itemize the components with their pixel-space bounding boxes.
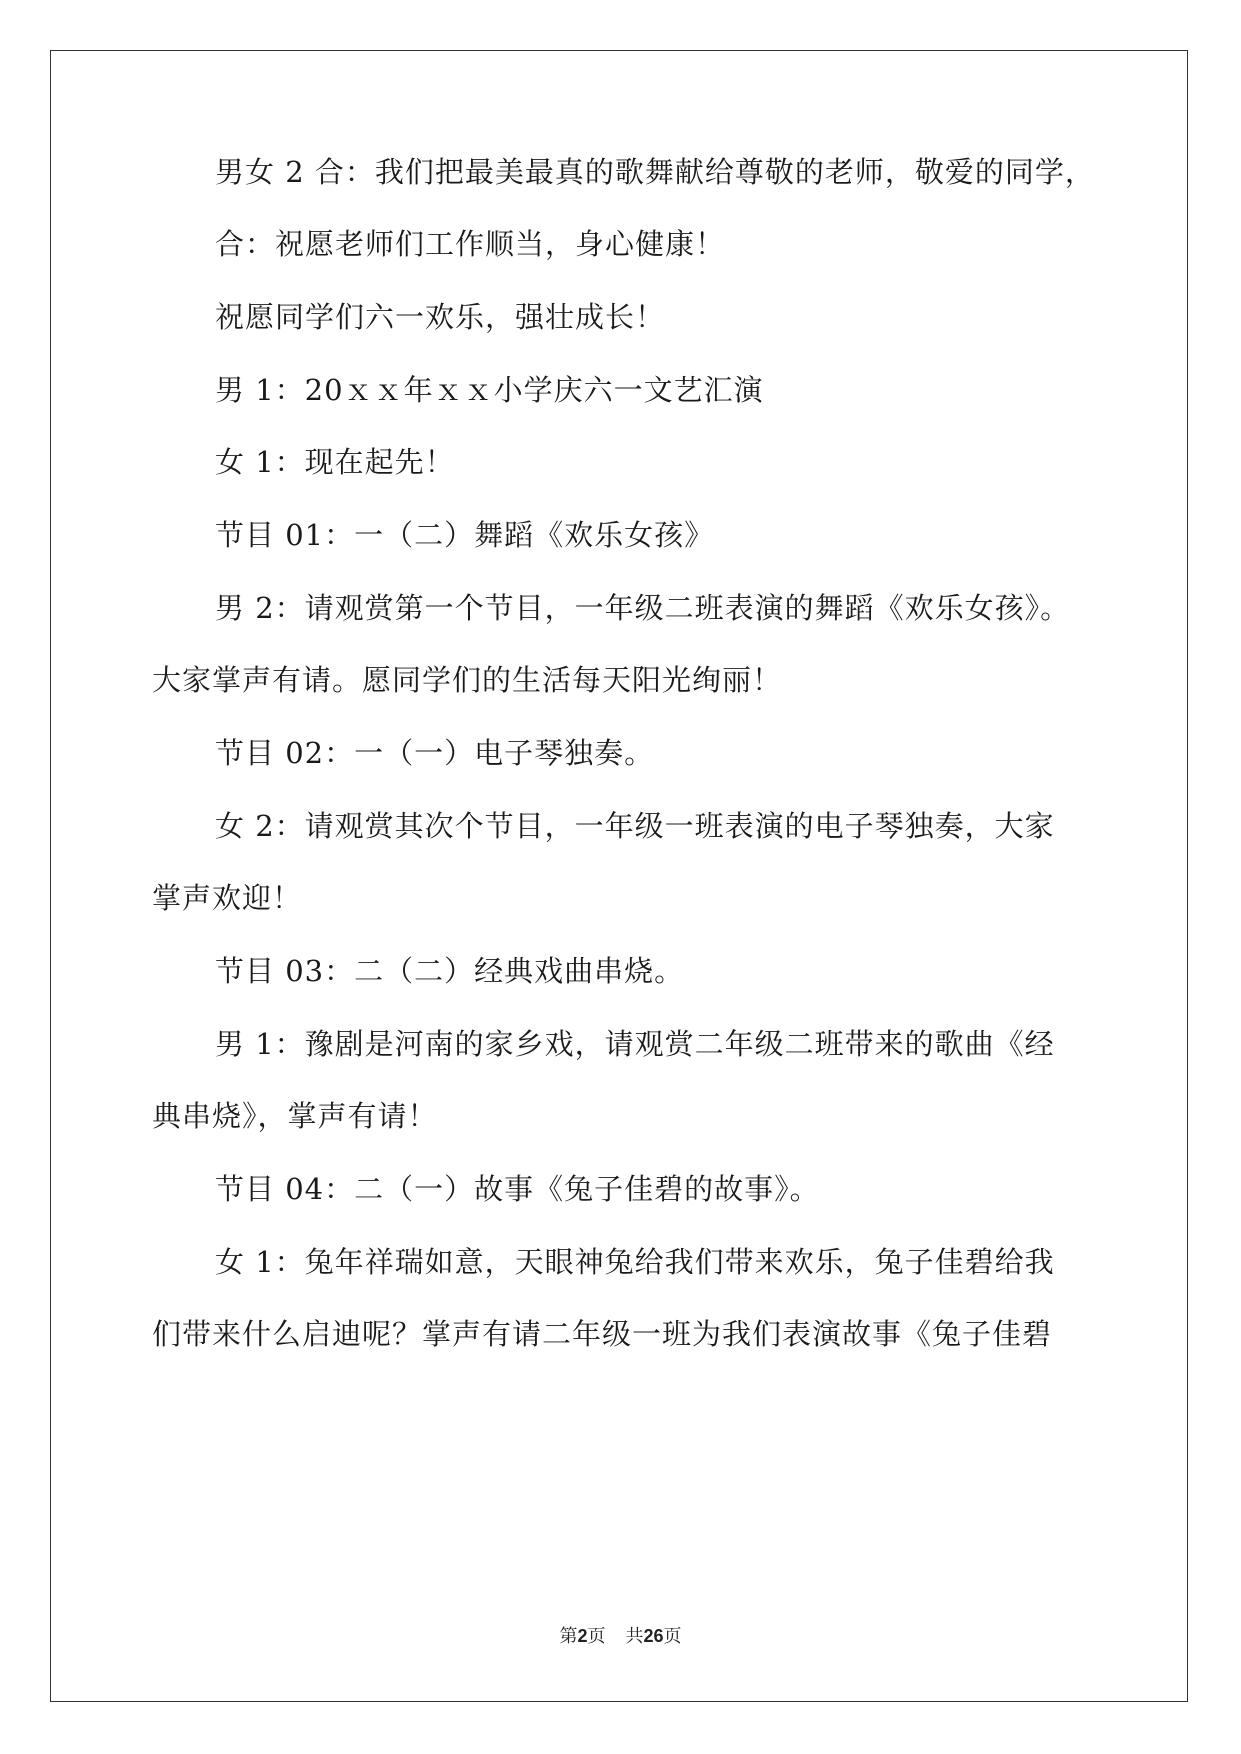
text-line: 节目 03：二（二）经典戏曲串烧。: [215, 954, 685, 988]
text-line: 男女 2 合：我们把最美最真的歌舞献给尊敬的老师，敬爱的同学，: [215, 155, 1095, 189]
text-line: 典串烧》，掌声有请！: [152, 1099, 438, 1133]
text-line: 女 1：兔年祥瑞如意，天眼神兔给我们带来欢乐，兔子佳碧给我: [215, 1245, 1055, 1279]
page-suffix: 页: [587, 1626, 606, 1647]
text-line: 掌声欢迎！: [152, 881, 303, 915]
text-line: 合：祝愿老师们工作顺当，身心健康！: [215, 227, 726, 261]
text-line: 祝愿同学们六一欢乐，强壮成长！: [215, 300, 666, 334]
text-line: 女 2：请观赏其次个节目，一年级一班表演的电子琴独奏，大家: [215, 809, 1055, 843]
total-prefix: 共: [625, 1626, 644, 1647]
text-line: 女 1：现在起先！: [215, 445, 455, 479]
total-suffix: 页: [663, 1626, 682, 1647]
text-line: 节目 02：一（一）电子琴独奏。: [215, 736, 655, 770]
page-border: [50, 50, 1188, 1702]
page-prefix: 第: [559, 1626, 578, 1647]
text-line: 男 1：20ｘｘ年ｘｘ小学庆六一文艺汇演: [215, 373, 764, 407]
page-footer: [0, 1622, 1241, 1648]
total-page-number: 26: [643, 1626, 664, 1646]
text-line: 大家掌声有请。愿同学们的生活每天阳光绚丽！: [152, 663, 783, 697]
text-line: 节目 04：二（一）故事《兔子佳碧的故事》。: [215, 1172, 820, 1206]
text-line: 们带来什么启迪呢？掌声有请二年级一班为我们表演故事《兔子佳碧: [152, 1317, 1053, 1351]
text-line: 男 1：豫剧是河南的家乡戏，请观赏二年级二班带来的歌曲《经: [215, 1027, 1055, 1061]
text-line: 节目 01：一（二）舞蹈《欢乐女孩》: [215, 518, 715, 552]
current-page-number: 2: [577, 1626, 588, 1646]
text-line: 男 2：请观赏第一个节目，一年级二班表演的舞蹈《欢乐女孩》。: [215, 591, 1071, 625]
